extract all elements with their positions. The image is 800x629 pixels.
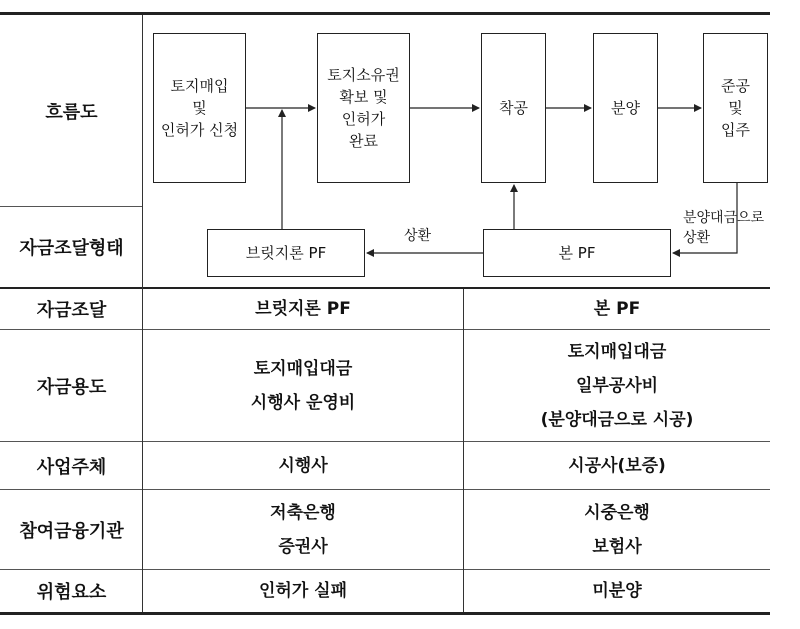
step-sales: 분양 — [593, 33, 658, 183]
step-construction-start: 착공 — [481, 33, 546, 183]
row-label-fund-usage: 자금용도 — [36, 376, 107, 398]
row-label-funding: 자금조달 — [36, 300, 107, 321]
bridge-entity-cell — [143, 442, 463, 489]
repay-by-sales-note: 분양대금으로 상환 — [683, 210, 765, 246]
main-institutions-cell — [464, 490, 770, 569]
cell-line: 일부공사비 — [575, 375, 659, 396]
step-completion: 준공 및 입주 — [703, 33, 768, 183]
flow-row-label: 흐름도 — [45, 101, 98, 123]
bridge-risk-cell — [143, 570, 463, 612]
cell-line: 본 PF — [593, 299, 641, 319]
main-entity-cell — [464, 442, 770, 489]
cell-line: 시행사 — [278, 455, 328, 476]
cell-line: (분양대금으로 시공) — [540, 409, 694, 430]
cell-line: 인허가 실패 — [258, 581, 348, 601]
bridge-funding-cell — [143, 289, 463, 329]
cell-line: 시공사(보증) — [568, 455, 666, 476]
row-label-business-entity: 사업주체 — [36, 456, 107, 478]
cell-line: 시중은행 — [584, 502, 650, 523]
cell-line: 보험사 — [592, 536, 642, 557]
cell-line: 증권사 — [278, 536, 328, 557]
bridge-usage-cell — [143, 330, 463, 441]
arrow-complete-to-main — [673, 183, 737, 253]
bridge-institutions-cell — [143, 490, 463, 569]
main-risk-cell — [464, 570, 770, 612]
main-pf-box: 본 PF — [483, 229, 671, 277]
repay-note: 상환 — [404, 228, 432, 244]
step-ownership-secured: 토지소유권 확보 및 인허가 완료 — [317, 33, 410, 183]
cell-line: 시행사 운영비 — [250, 392, 356, 413]
bridge-loan-pf-box: 브릿지론 PF — [207, 229, 365, 277]
cell-line: 미분양 — [592, 581, 642, 601]
cell-line: 토지매입대금 — [567, 341, 667, 362]
funding-type-row-label: 자금조달형태 — [19, 238, 124, 259]
cell-line: 브릿지론 PF — [255, 299, 351, 319]
main-funding-cell — [464, 289, 770, 329]
cell-line: 토지매입대금 — [253, 358, 353, 379]
step-land-purchase: 토지매입 및 인허가 신청 — [153, 33, 246, 183]
cell-line: 저축은행 — [270, 502, 336, 523]
row-label-risk-factors: 위험요소 — [36, 582, 107, 603]
row-label-financial-institutions: 참여금융기관 — [19, 520, 124, 542]
main-usage-cell — [464, 330, 770, 441]
